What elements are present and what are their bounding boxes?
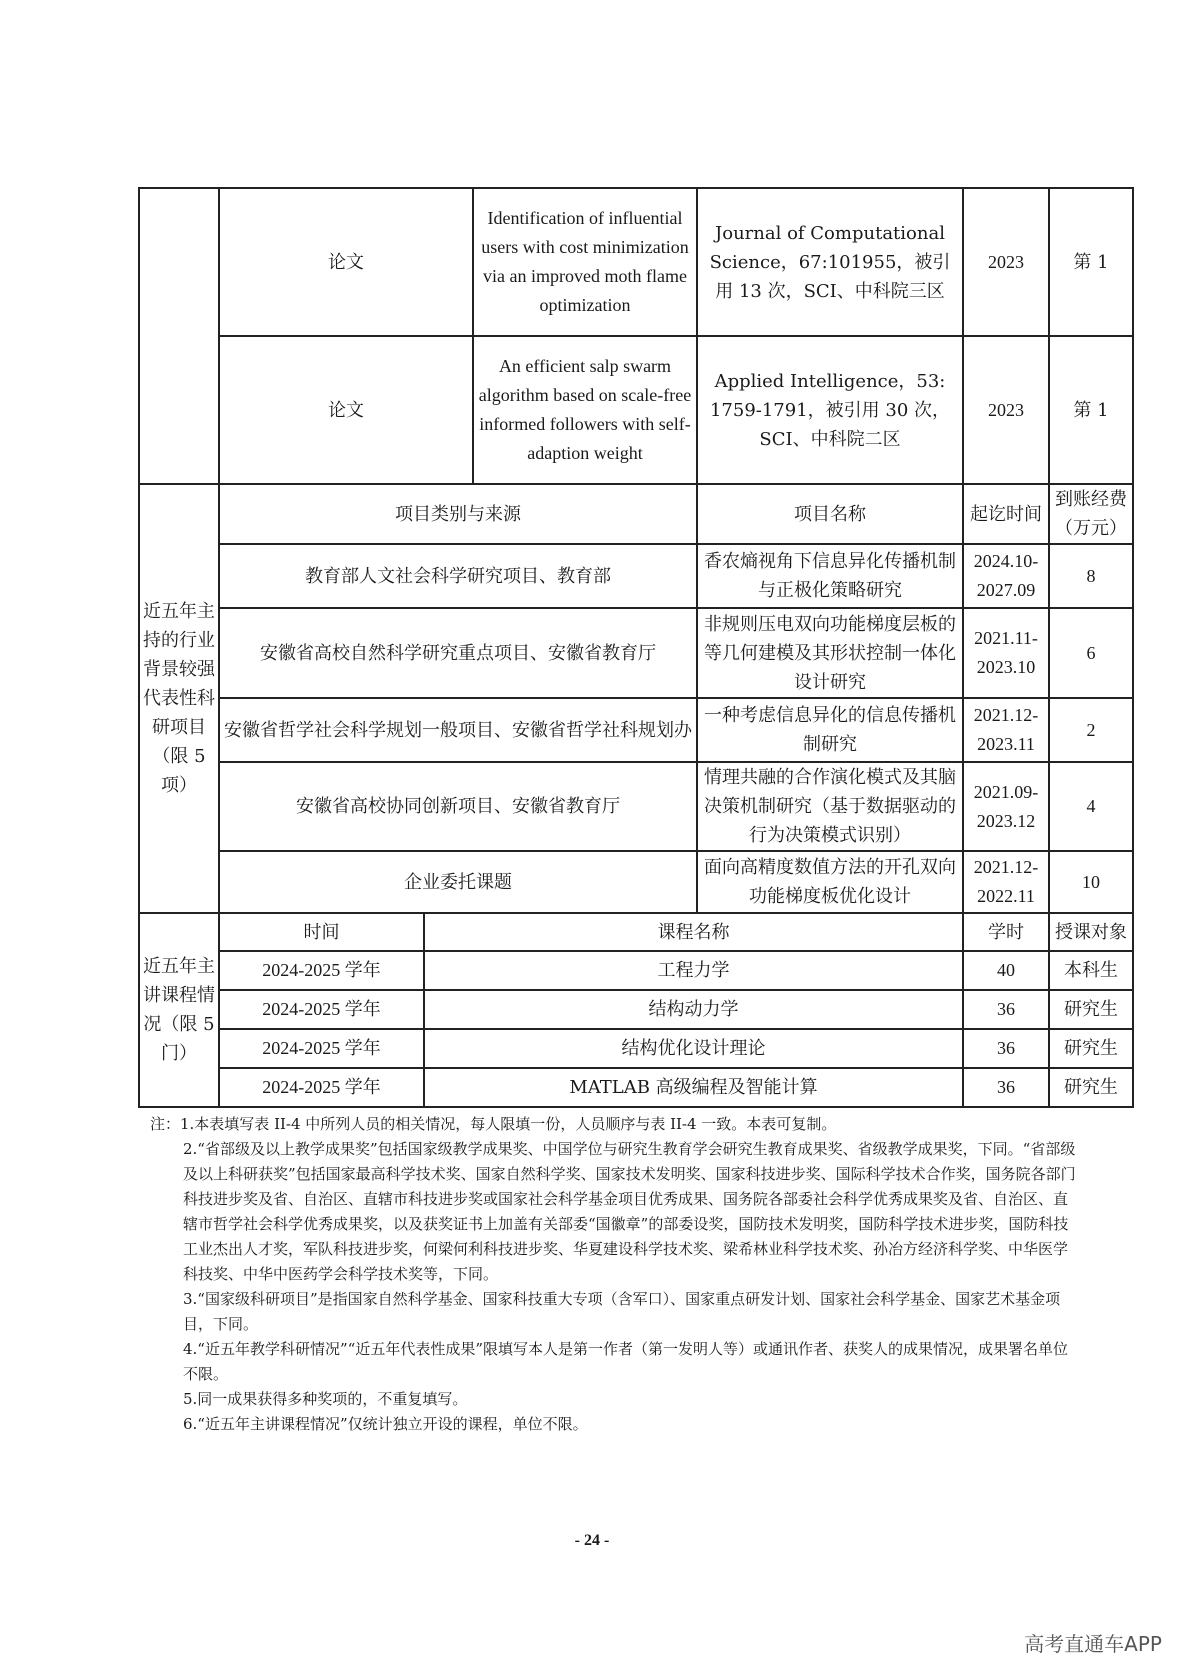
course-audience: 本科生	[1049, 951, 1133, 990]
watermark: 高考直通车APP	[1024, 1632, 1162, 1656]
paper-year: 2023	[963, 188, 1049, 336]
project-period: 2021.12-2023.11	[963, 698, 1049, 762]
header-project-name: 项目名称	[697, 484, 963, 544]
header-course-hours: 学时	[963, 913, 1049, 951]
course-time: 2024-2025 学年	[219, 990, 424, 1029]
course-hours: 36	[963, 1068, 1049, 1107]
project-period: 2024.10-2027.09	[963, 544, 1049, 608]
paper-type: 论文	[219, 188, 473, 336]
project-row	[139, 698, 1133, 762]
course-hours: 36	[963, 990, 1049, 1029]
course-row	[139, 951, 1133, 990]
courses-section-label: 近五年主讲课程情况（限 5 门）	[139, 913, 219, 1107]
project-source: 企业委托课题	[219, 851, 697, 913]
project-source: 安徽省哲学社会科学规划一般项目、安徽省哲学社科规划办	[219, 698, 697, 762]
course-audience: 研究生	[1049, 1068, 1133, 1107]
course-time: 2024-2025 学年	[219, 1029, 424, 1068]
achievements-table	[138, 187, 1134, 1108]
course-row	[139, 1029, 1133, 1068]
course-name: 结构优化设计理论	[424, 1029, 963, 1068]
project-period: 2021.09-2023.12	[963, 762, 1049, 851]
project-funding: 8	[1049, 544, 1133, 608]
note-4: 4.“近五年教学科研情况”“近五年代表性成果”限填写本人是第一作者（第一发明人等）或通讯作者、获奖人的成果情况，成果署名单位不限。	[183, 1340, 1068, 1383]
paper-title: An efficient salp swarm algorithm based on scale-free informed followers with self-adaption weight	[473, 336, 697, 484]
paper-venue: Journal of Computational Science，67:101955，被引用 13 次，SCI、中科院三区	[697, 188, 963, 336]
course-hours: 40	[963, 951, 1049, 990]
project-row	[139, 608, 1133, 698]
header-course-name: 课程名称	[424, 913, 963, 951]
footnotes	[150, 1112, 1080, 1437]
note-5: 5.同一成果获得多种奖项的，不重复填写。	[183, 1390, 468, 1408]
course-name: 工程力学	[424, 951, 963, 990]
course-row	[139, 990, 1133, 1029]
project-name: 面向高精度数值方法的开孔双向功能梯度板优化设计	[697, 851, 963, 913]
header-course-audience: 授课对象	[1049, 913, 1133, 951]
paper-title: Identification of influential users with cost minimization via an improved moth flame optimization	[473, 188, 697, 336]
header-project-funding: 到账经费（万元）	[1049, 484, 1133, 544]
course-name: MATLAB 高级编程及智能计算	[424, 1068, 963, 1107]
note-1: 注：1.本表填写表 II-4 中所列人员的相关情况，每人限填一份，人员顺序与表 II-4 一致。本表可复制。	[150, 1115, 837, 1133]
paper-venue: Applied Intelligence，53: 1759-1791，被引用 30 次，SCI、中科院二区	[697, 336, 963, 484]
paper-rank: 第 1	[1049, 188, 1133, 336]
course-hours: 36	[963, 1029, 1049, 1068]
project-funding: 10	[1049, 851, 1133, 913]
project-row	[139, 544, 1133, 608]
header-course-time: 时间	[219, 913, 424, 951]
course-time: 2024-2025 学年	[219, 1068, 424, 1107]
papers-section-cell	[139, 188, 219, 484]
projects-section-label: 近五年主持的行业背景较强代表性科研项目（限 5 项）	[139, 484, 219, 913]
header-project-source: 项目类别与来源	[219, 484, 697, 544]
paper-row	[139, 188, 1133, 336]
projects-header-row	[139, 484, 1133, 544]
courses-header-row	[139, 913, 1133, 951]
course-time: 2024-2025 学年	[219, 951, 424, 990]
project-row	[139, 762, 1133, 851]
course-audience: 研究生	[1049, 1029, 1133, 1068]
project-name: 香农熵视角下信息异化传播机制与正极化策略研究	[697, 544, 963, 608]
project-funding: 2	[1049, 698, 1133, 762]
note-3: 3.“国家级科研项目”是指国家自然科学基金、国家科技重大专项（含军口）、国家重点研发计划、国家社会科学基金、国家艺术基金项目，下同。	[183, 1290, 1061, 1333]
paper-row	[139, 336, 1133, 484]
course-audience: 研究生	[1049, 990, 1133, 1029]
course-row	[139, 1068, 1133, 1107]
paper-rank: 第 1	[1049, 336, 1133, 484]
project-name: 一种考虑信息异化的信息传播机制研究	[697, 698, 963, 762]
project-name: 非规则压电双向功能梯度层板的等几何建模及其形状控制一体化设计研究	[697, 608, 963, 698]
project-row	[139, 851, 1133, 913]
project-source: 教育部人文社会科学研究项目、教育部	[219, 544, 697, 608]
header-project-period: 起讫时间	[963, 484, 1049, 544]
project-name: 情理共融的合作演化模式及其脑决策机制研究（基于数据驱动的行为决策模式识别）	[697, 762, 963, 851]
project-source: 安徽省高校协同创新项目、安徽省教育厅	[219, 762, 697, 851]
project-period: 2021.11-2023.10	[963, 608, 1049, 698]
project-funding: 6	[1049, 608, 1133, 698]
project-period: 2021.12-2022.11	[963, 851, 1049, 913]
paper-year: 2023	[963, 336, 1049, 484]
paper-type: 论文	[219, 336, 473, 484]
project-source: 安徽省高校自然科学研究重点项目、安徽省教育厅	[219, 608, 697, 698]
project-funding: 4	[1049, 762, 1133, 851]
note-6: 6.“近五年主讲课程情况”仅统计独立开设的课程，单位不限。	[183, 1415, 588, 1433]
course-name: 结构动力学	[424, 990, 963, 1029]
page-number: - 24 -	[574, 1532, 610, 1549]
note-2: 2.“省部级及以上教学成果奖”包括国家级教学成果奖、中国学位与研究生教育学会研究生教育成果奖、省级教学成果奖，下同。“省部级及以上科研获奖”包括国家最高科学技术奖、国家自然科学奖、国家技术发明奖、国家科技进步奖、国际科学技术合作奖，国务院各部门科技进步奖及省、自治区、直辖市科技进步奖或国家社会科学基金项目优秀成果、国务院各部委社会科学优秀成果奖及省、自治区、直辖市哲学社会科学优秀成果奖，以及获奖证书上加盖有关部委“国徽章”的部委设奖，国防技术发明奖，国防科学技术进步奖，国防科技工业杰出人才奖，军队科技进步奖，何梁何利科技进步奖、华夏建设科学技术奖、梁希林业科学技术奖、孙冶方经济科学奖、中华医学科技奖、中华中医药学会科学技术奖等，下同。	[183, 1140, 1076, 1283]
